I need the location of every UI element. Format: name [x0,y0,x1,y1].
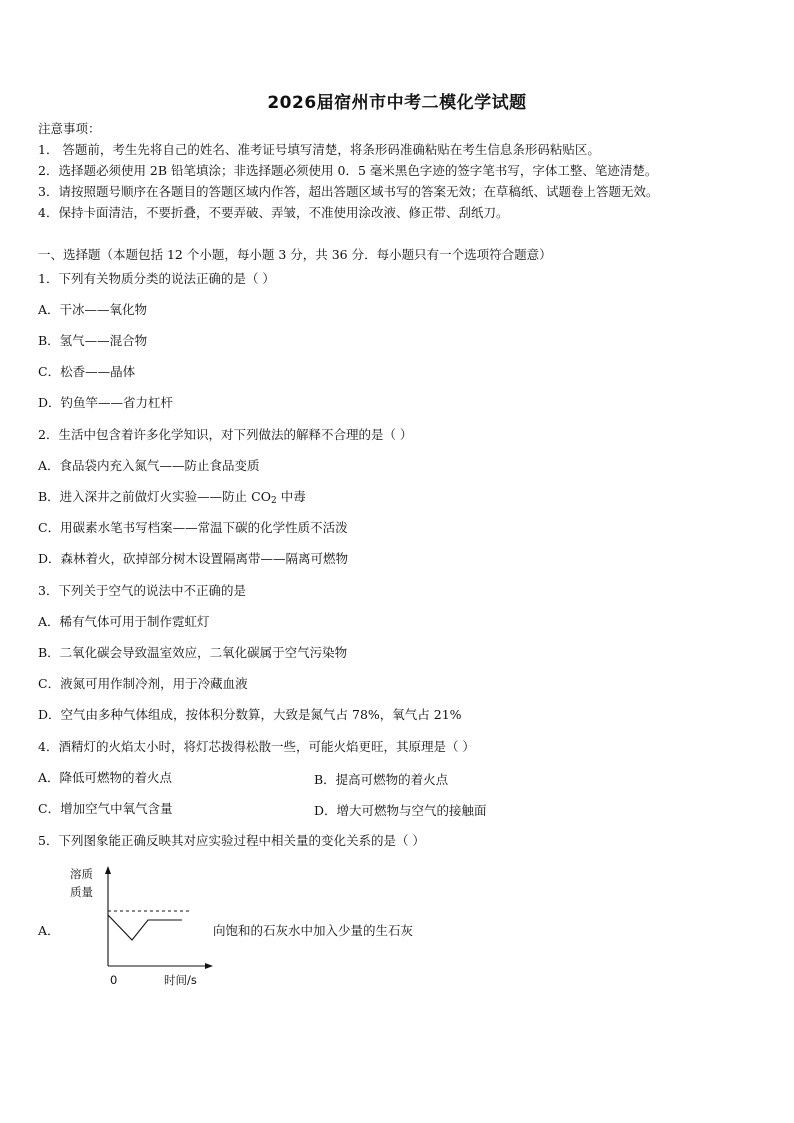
question-4-option-b: B．提高可燃物的着火点 [314,772,449,787]
graph-origin-label: 0 [110,973,118,987]
notice-heading: 注意事项： [38,121,101,136]
notice-item-3: 3．请按照题号顺序在各题目的答题区域内作答，超出答题区域书写的答案无效；在草稿纸、试题卷上答题无效。 [38,184,659,199]
section-heading: 一、选择题（本题包括 12 个小题，每小题 3 分，共 36 分．每小题只有一个选项符合题意） [38,247,552,262]
question-2-option-c: C．用碳素水笔书写档案——常温下碳的化学性质不活泼 [38,520,348,535]
page-title: 2026届宿州市中考二模化学试题 [267,93,527,113]
question-3-stem: 3．下列关于空气的说法中不正确的是 [38,583,246,598]
question-2-option-d: D．森林着火，砍掉部分树木设置隔离带——隔离可燃物 [38,551,349,566]
question-1-option-d: D．钓鱼竿——省力杠杆 [38,395,174,410]
question-1-option-c: C．松香——晶体 [38,364,136,379]
question-4-stem: 4．酒精灯的火焰太小时，将灯芯拨得松散一些，可能火焰更旺，其原理是（ ） [38,739,475,754]
question-5-option-a-caption: 向饱和的石灰水中加入少量的生石灰 [213,923,414,938]
graph-y-label-line-1: 溶质 [70,867,93,881]
question-5-option-a-graph [60,864,220,994]
question-1-option-b: B．氢气——混合物 [38,333,148,348]
question-3-option-d: D．空气由多种气体组成，按体积分数算，大致是氮气占 78%，氧气占 21% [38,707,462,722]
graph-y-axis-arrow [105,866,111,874]
question-2-option-b [38,489,306,505]
notice-item-2: 2．选择题必须使用 2B 铅笔填涂；非选择题必须使用 0．5 毫米黑色字迹的签字笔书写，字体工整、笔迹清楚。 [38,163,658,178]
question-4-option-a: A．降低可燃物的着火点 [38,770,173,785]
question-4-option-c: C．增加空气中氧气含量 [38,801,173,816]
question-2-option-b-subscript: 2 [270,496,277,506]
question-2-stem: 2．生活中包含着许多化学知识，对下列做法的解释不合理的是（ ） [38,427,413,442]
question-1-option-a: A．干冰——氧化物 [38,302,148,317]
question-1-stem: 1．下列有关物质分类的说法正确的是（ ） [38,271,275,286]
question-3-option-a: A．稀有气体可用于制作霓虹灯 [38,614,210,629]
question-5-option-a-label: A． [38,923,60,938]
notice-item-4: 4．保持卡面清洁，不要折叠，不要弄破、弄皱，不准使用涂改液、修正带、刮纸刀。 [38,205,509,220]
question-5-stem: 5．下列图象能正确反映其对应实验过程中相关量的变化关系的是（ ） [38,833,425,848]
question-4-option-d: D．增大可燃物与空气的接触面 [314,803,487,818]
graph-curve [108,915,182,940]
notice-item-1: 1． 答题前，考生先将自己的姓名、准考证号填写清楚，将条形码准确粘贴在考生信息条形码粘贴区。 [38,142,600,157]
question-3-option-c: C．液氮可用作制冷剂，用于冷藏血液 [38,676,248,691]
solute-mass-graph [60,864,220,994]
graph-x-label: 时间/s [164,973,197,987]
graph-x-axis-arrow [205,963,213,969]
question-3-option-b: B．二氧化碳会导致温室效应，二氧化碳属于空气污染物 [38,645,348,660]
question-2-option-b-text: B．进入深井之前做灯火实验——防止 CO [38,489,271,504]
question-2-option-b-suffix: 中毒 [276,489,306,504]
question-2-option-a: A．食品袋内充入氮气——防止食品变质 [38,458,260,473]
graph-y-label-line-2: 质量 [70,885,93,899]
